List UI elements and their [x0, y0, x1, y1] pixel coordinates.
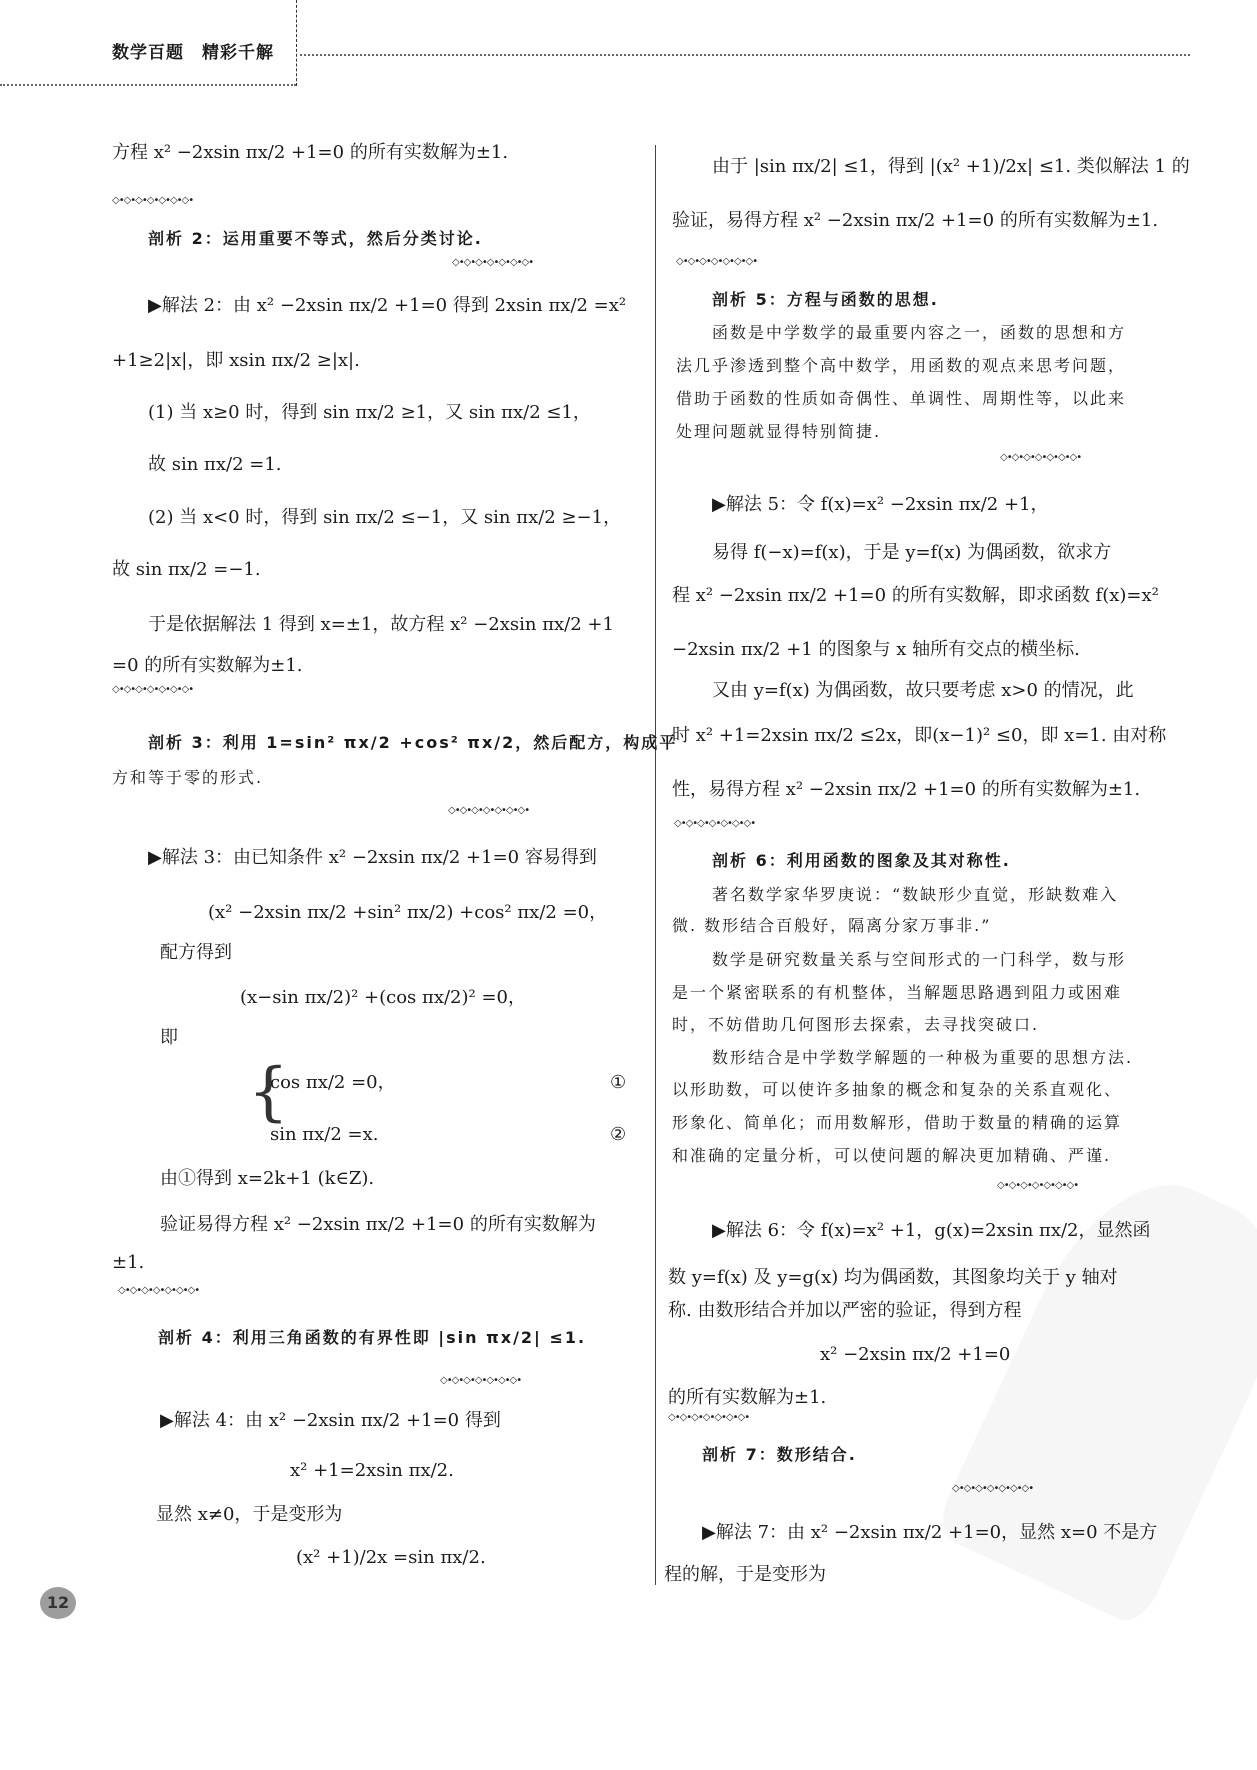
solution-heading-7: ▶解法 7：由 x² −2xsin πx/2 +1=0，显然 x=0 不是方	[702, 1522, 1158, 1543]
equation: sin πx/2 =x.	[270, 1124, 379, 1145]
text-line: 程的解，于是变形为	[664, 1564, 826, 1585]
section-ornament: ◇•◇•◇•◇•◇•◇•◇•	[118, 1285, 200, 1296]
text-line: 时 x² +1=2xsin πx/2 ≤2x，即(x−1)² ≤0，即 x=1. 由对称	[672, 725, 1167, 746]
header-dotted-rule	[300, 54, 1190, 56]
quote-line: 微. 数形结合百般好，隔离分家万事非.”	[672, 916, 992, 935]
text-line: 性，易得方程 x² −2xsin πx/2 +1=0 的所有实数解为±1.	[672, 779, 1141, 800]
text-line: (2) 当 x<0 时，得到 sin πx/2 ≤−1，又 sin πx/2 ≥−1，	[148, 507, 622, 528]
section-ornament: ◇•◇•◇•◇•◇•◇•◇•	[668, 1412, 750, 1423]
text-line: 数学是研究数量关系与空间形式的一门科学，数与形	[712, 950, 1127, 969]
section-ornament: ◇•◇•◇•◇•◇•◇•◇•	[676, 256, 758, 267]
section-ornament: ◇•◇•◇•◇•◇•◇•◇•	[440, 1375, 522, 1386]
text-line: 以形助数，可以使许多抽象的概念和复杂的关系直观化、	[672, 1080, 1123, 1099]
section-ornament: ◇•◇•◇•◇•◇•◇•◇•	[112, 195, 194, 206]
equation: (x−sin πx/2)² +(cos πx/2)² =0，	[240, 987, 526, 1008]
text-line: 称. 由数形结合并加以严密的验证，得到方程	[668, 1300, 1022, 1321]
text-line: 方和等于零的形式.	[112, 768, 264, 787]
solution-heading-4: ▶解法 4：由 x² −2xsin πx/2 +1=0 得到	[160, 1410, 501, 1431]
equation: x² +1=2xsin πx/2.	[290, 1460, 454, 1481]
solution-heading-6: ▶解法 6：令 f(x)=x² +1，g(x)=2xsin πx/2，显然函	[712, 1220, 1151, 1241]
analysis-heading-2: 剖析 2：运用重要不等式，然后分类讨论.	[148, 229, 483, 248]
text-line: +1≥2|x|，即 xsin πx/2 ≥|x|.	[112, 350, 360, 371]
text-line: 时，不妨借助几何图形去探索，去寻找突破口.	[672, 1015, 1040, 1034]
text-line: 故 sin πx/2 =1.	[148, 454, 282, 475]
section-ornament: ◇•◇•◇•◇•◇•◇•◇•	[997, 1180, 1079, 1191]
header-divider	[296, 0, 297, 86]
equation: (x² −2xsin πx/2 +sin² πx/2) +cos² πx/2 =0，	[208, 902, 608, 923]
section-ornament: ◇•◇•◇•◇•◇•◇•◇•	[452, 257, 534, 268]
text-line: 验证易得方程 x² −2xsin πx/2 +1=0 的所有实数解为	[160, 1214, 596, 1235]
equation-label-1: ①	[610, 1072, 627, 1093]
text-line: 程 x² −2xsin πx/2 +1=0 的所有实数解，即求函数 f(x)=x²	[672, 585, 1159, 606]
header-dotted-rule	[0, 84, 296, 86]
text-line: 配方得到	[160, 942, 232, 963]
equation: cos πx/2 =0，	[270, 1072, 396, 1093]
section-ornament: ◇•◇•◇•◇•◇•◇•◇•	[674, 818, 756, 829]
text-line: 又由 y=f(x) 为偶函数，故只要考虑 x>0 的情况，此	[712, 680, 1134, 701]
analysis-heading-4: 剖析 4：利用三角函数的有界性即 |sin πx/2| ≤1.	[158, 1328, 587, 1347]
text-line: 易得 f(−x)=f(x)，于是 y=f(x) 为偶函数，欲求方	[712, 542, 1112, 563]
text-line: 和准确的定量分析，可以使问题的解决更加精确、严谨.	[672, 1146, 1112, 1165]
text-line: 函数是中学数学的最重要内容之一，函数的思想和方	[712, 323, 1127, 342]
section-ornament: ◇•◇•◇•◇•◇•◇•◇•	[112, 684, 194, 695]
analysis-heading-7: 剖析 7：数形结合.	[702, 1445, 857, 1464]
text-line: 验证，易得方程 x² −2xsin πx/2 +1=0 的所有实数解为±1.	[672, 210, 1159, 231]
text-line: 由于 |sin πx/2| ≤1，得到 |(x² +1)/2x| ≤1. 类似解法 1 的	[712, 156, 1190, 177]
running-header-title: 数学百题 精彩千解	[112, 43, 274, 63]
section-ornament: ◇•◇•◇•◇•◇•◇•◇•	[952, 1483, 1034, 1494]
analysis-heading-5: 剖析 5：方程与函数的思想.	[712, 290, 939, 309]
text-line: 故 sin πx/2 =−1.	[112, 559, 261, 580]
equation: x² −2xsin πx/2 +1=0	[820, 1344, 1011, 1365]
text-line: −2xsin πx/2 +1 的图象与 x 轴所有交点的横坐标.	[672, 639, 1080, 660]
text-line: 方程 x² −2xsin πx/2 +1=0 的所有实数解为±1.	[112, 142, 509, 163]
text-line: (1) 当 x≥0 时，得到 sin πx/2 ≥1，又 sin πx/2 ≤1，	[148, 402, 591, 423]
text-line: 借助于函数的性质如奇偶性、单调性、周期性等，以此来	[676, 389, 1127, 408]
text-line: =0 的所有实数解为±1.	[112, 655, 303, 676]
text-line: 法几乎渗透到整个高中数学，用函数的观点来思考问题，	[676, 356, 1127, 375]
quote-line: 著名数学家华罗庚说：“数缺形少直觉，形缺数难入	[712, 885, 1119, 904]
system-brace: {	[248, 1055, 289, 1129]
text-line: 的所有实数解为±1.	[668, 1387, 827, 1408]
solution-heading-5: ▶解法 5：令 f(x)=x² −2xsin πx/2 +1，	[712, 494, 1049, 515]
column-divider	[655, 145, 656, 1585]
page-number-badge: 12	[40, 1587, 76, 1619]
text-line: 于是依据解法 1 得到 x=±1，故方程 x² −2xsin πx/2 +1	[148, 614, 614, 635]
text-line: 处理问题就显得特别简捷.	[676, 422, 882, 441]
text-line: 是一个紧密联系的有机整体，当解题思路遇到阻力或困难	[672, 983, 1123, 1002]
section-ornament: ◇•◇•◇•◇•◇•◇•◇•	[448, 805, 530, 816]
solution-heading-2: ▶解法 2：由 x² −2xsin πx/2 +1=0 得到 2xsin πx/2 =x²	[148, 295, 627, 316]
text-line: 数 y=f(x) 及 y=g(x) 均为偶函数，其图象均关于 y 轴对	[668, 1267, 1118, 1288]
solution-heading-3: ▶解法 3：由已知条件 x² −2xsin πx/2 +1=0 容易得到	[148, 847, 597, 868]
text-line: 显然 x≠0，于是变形为	[156, 1504, 343, 1525]
text-line: 由①得到 x=2k+1 (k∈Z).	[160, 1168, 375, 1189]
analysis-heading-3: 剖析 3：利用 1=sin² πx/2 +cos² πx/2，然后配方，构成平	[148, 733, 678, 752]
text-line: 形象化、简单化；而用数解形，借助于数量的精确的运算	[672, 1113, 1123, 1132]
analysis-heading-6: 剖析 6：利用函数的图象及其对称性.	[712, 851, 1011, 870]
text-line: 即	[160, 1027, 178, 1048]
text-line: 数形结合是中学数学解题的一种极为重要的思想方法.	[712, 1048, 1134, 1067]
equation-label-2: ②	[610, 1124, 627, 1145]
text-line: ±1.	[112, 1252, 145, 1273]
equation: (x² +1)/2x =sin πx/2.	[296, 1547, 486, 1568]
section-ornament: ◇•◇•◇•◇•◇•◇•◇•	[1000, 452, 1082, 463]
